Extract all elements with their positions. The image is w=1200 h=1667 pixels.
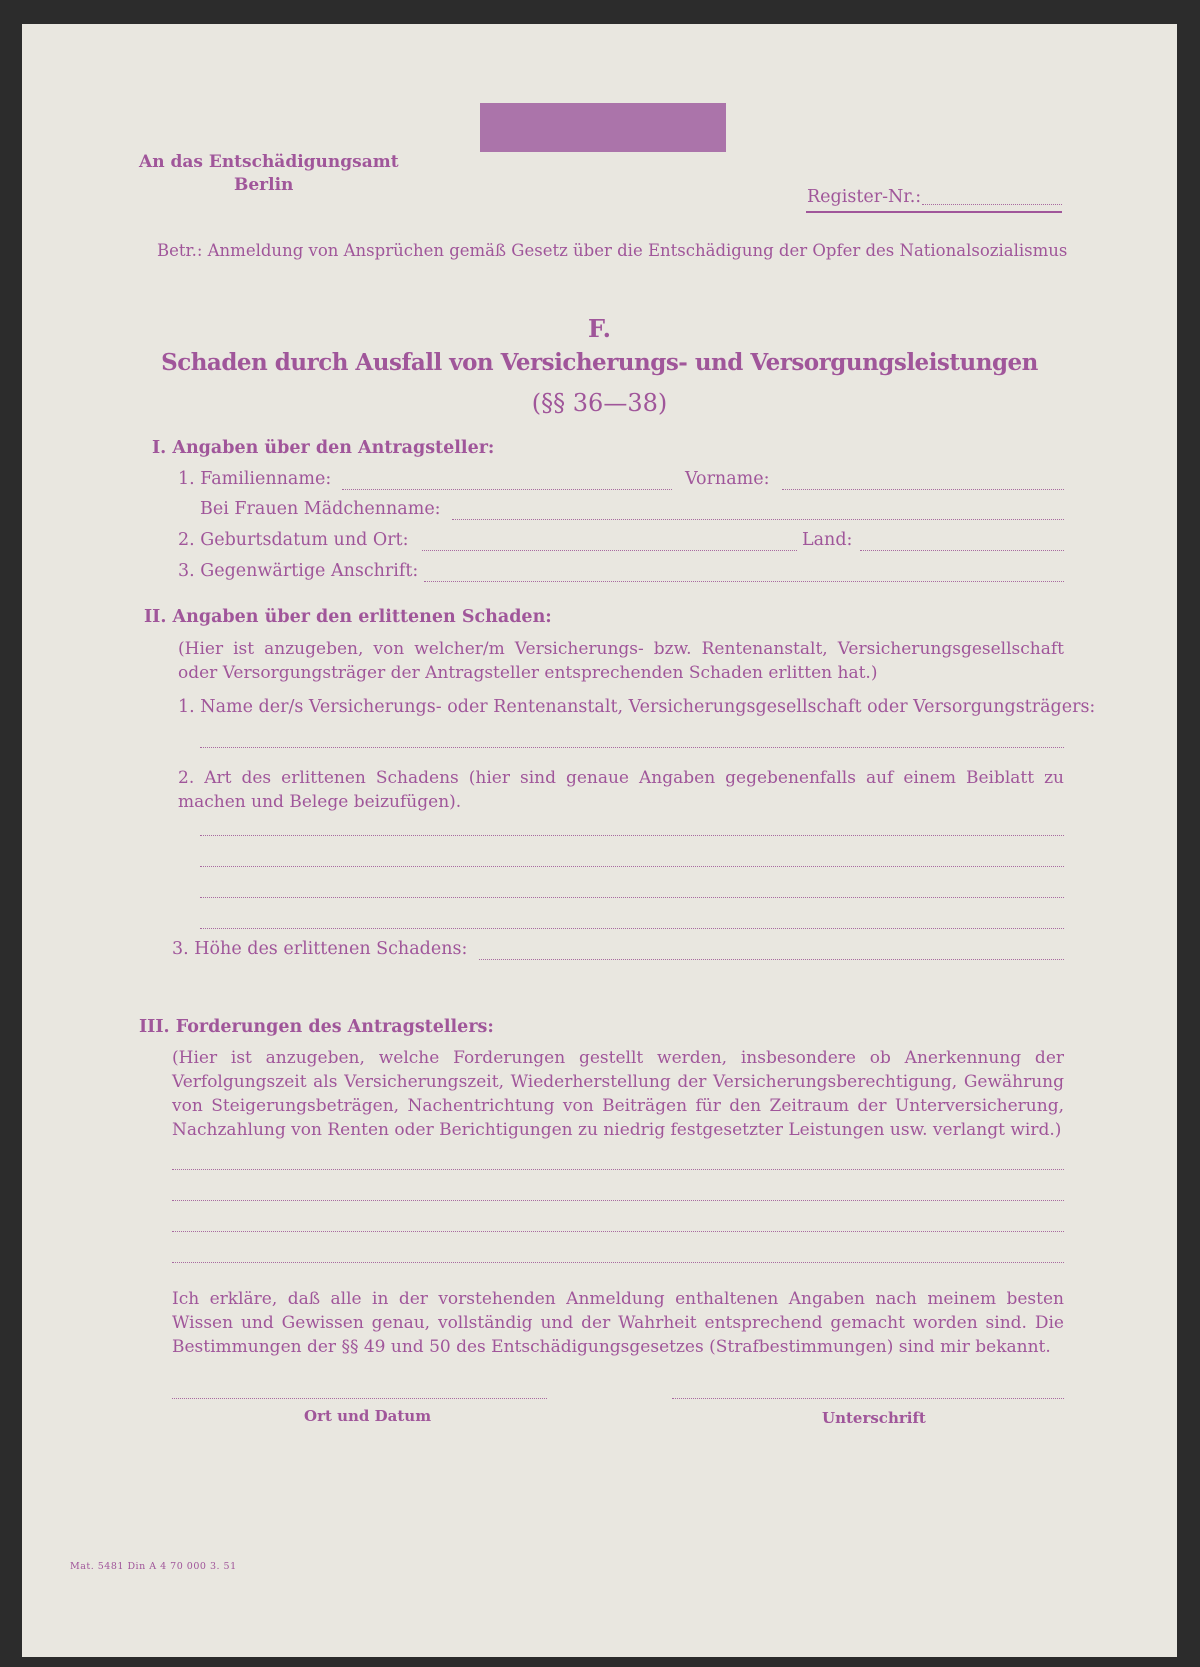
signature-label: Unterschrift	[822, 1409, 926, 1427]
declaration-text: Ich erkläre, daß alle in der vorstehenden Anmeldung enthaltenen Angaben nach meinem besten Wissen und Gewissen genau, vollständig und der Wahrheit entsprechend gemacht worden sind. Die Bestimmungen der §§ 49 und 50 des Entschädigungsgesetzes (Strafbestimmungen) sind mir bekannt.	[172, 1289, 1064, 1357]
signature-field[interactable]	[672, 1398, 1064, 1399]
insurer-field[interactable]	[200, 747, 1064, 748]
recipient-line1: An das Entschädigungsamt	[139, 152, 399, 172]
maiden-name-label: Bei Frauen Mädchenname:	[200, 499, 441, 519]
recipient-line2: Berlin	[234, 175, 294, 195]
subject-line: Betr.: Anmeldung von Ansprüchen gemäß Gesetz über die Entschädigung der Opfer des Nationalsozialismus	[157, 241, 1068, 260]
section3-heading: III. Forderungen des Antragstellers:	[139, 1017, 494, 1037]
surname-field[interactable]	[342, 489, 672, 490]
redaction-bar	[480, 103, 726, 152]
register-underline	[806, 211, 1062, 213]
form-sheet	[22, 24, 1177, 1657]
register-field[interactable]	[922, 204, 1062, 205]
demands-line-3[interactable]	[172, 1231, 1064, 1232]
form-letter: F.	[588, 314, 611, 343]
birth-label: 2. Geburtsdatum und Ort:	[178, 530, 409, 550]
damage-type-line-1[interactable]	[200, 835, 1064, 836]
section1-heading: I. Angaben über den Antragsteller:	[152, 438, 495, 458]
insurer-label: 1. Name der/s Versicherungs- oder Rentenanstalt, Versicherungsgesellschaft oder Versorgungsträgers:	[178, 697, 1096, 717]
footer-code: Mat. 5481 Din A 4 70 000 3. 51	[70, 1561, 237, 1572]
damage-type-label: 2. Art des erlittenen Schadens (hier sind genaue Angaben gegebenenfalls auf einem Beiblatt zu machen und Belege beizufügen).	[178, 768, 1064, 812]
demands-line-1[interactable]	[172, 1169, 1064, 1170]
register-label: Register-Nr.:	[807, 187, 922, 207]
birth-field[interactable]	[422, 550, 797, 551]
place-date-label: Ort und Datum	[304, 1407, 432, 1425]
page-title: Schaden durch Ausfall von Versicherungs- und Versorgungsleistungen	[161, 349, 1038, 376]
demands-line-4[interactable]	[172, 1262, 1064, 1263]
country-label: Land:	[802, 530, 853, 550]
place-date-field[interactable]	[172, 1398, 547, 1399]
damage-amount-field[interactable]	[479, 959, 1064, 960]
damage-type-line-2[interactable]	[200, 866, 1064, 867]
address-label: 3. Gegenwärtige Anschrift:	[178, 561, 419, 581]
surname-label: 1. Familienname:	[178, 469, 332, 489]
damage-type-line-4[interactable]	[200, 928, 1064, 929]
damage-type-line-3[interactable]	[200, 897, 1064, 898]
firstname-label: Vorname:	[685, 469, 770, 489]
maiden-name-field[interactable]	[452, 519, 1064, 520]
section3-note: (Hier ist anzugeben, welche Forderungen gestellt werden, insbesondere ob Anerkennung der Verfolgungszeit als Versicherungszeit, Wiederherstellung der Versicherungsberechtigung, Gewährung von Steigerungsbeträgen, Nachentrichtung von Beiträgen für den Zeitraum der Unterversicherung, Nachzahlung von Renten oder Berichtigungen zu niedrig festgesetzter Leistungen usw. verlangt wird.)	[172, 1048, 1064, 1140]
country-field[interactable]	[860, 550, 1064, 551]
section2-note: (Hier ist anzugeben, von welcher/m Versicherungs- bzw. Rentenanstalt, Versicherungsgesellschaft oder Versorgungsträger der Antragsteller entsprechenden Schaden erlitten hat.)	[178, 639, 1064, 683]
firstname-field[interactable]	[782, 489, 1064, 490]
demands-line-2[interactable]	[172, 1200, 1064, 1201]
damage-amount-label: 3. Höhe des erlittenen Schadens:	[172, 939, 468, 959]
section2-heading: II. Angaben über den erlittenen Schaden:	[144, 607, 552, 627]
title-paragraphs: (§§ 36—38)	[531, 389, 668, 417]
address-field[interactable]	[424, 581, 1064, 582]
